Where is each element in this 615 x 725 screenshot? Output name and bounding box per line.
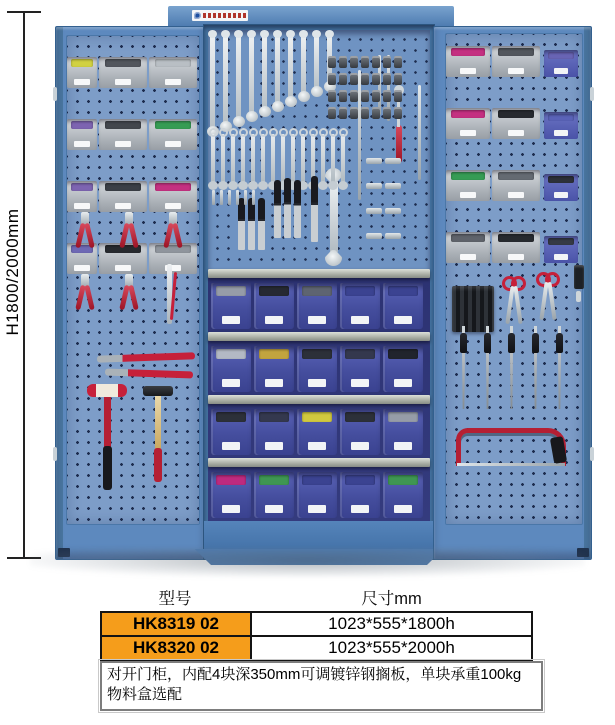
extension-rod-icon — [358, 70, 361, 200]
cabinet-interior — [203, 24, 435, 560]
right-door-pegboard — [445, 33, 583, 525]
hardware-clip-icon — [366, 183, 382, 189]
file-icon — [460, 326, 467, 412]
adjustable-wrench-icon — [105, 368, 193, 378]
open-end-wrench-icon — [301, 34, 306, 95]
open-end-wrench-icon — [314, 34, 319, 90]
socket-icon — [394, 107, 402, 119]
hardware-clip-icon — [366, 158, 382, 164]
socket-icon — [361, 90, 369, 102]
extension-rod-icon — [418, 85, 421, 180]
socket-icon — [339, 107, 347, 119]
bin-contents — [345, 286, 375, 296]
col-header-model: 型号 — [158, 590, 192, 608]
socket-icon — [350, 56, 358, 68]
model-cell: HK8320 02 — [101, 636, 251, 660]
parts-bin — [340, 283, 380, 329]
file-blade — [462, 353, 465, 409]
socket-icon — [394, 56, 402, 68]
pliers-icon — [119, 212, 139, 248]
combination-wrench-icon — [291, 134, 295, 184]
file-handle — [532, 333, 539, 353]
combination-wrench-icon — [341, 134, 345, 184]
parts-bin — [383, 409, 423, 455]
bin-contents — [259, 475, 289, 485]
file-handle — [460, 333, 467, 353]
hinge-icon — [53, 447, 57, 461]
screwdriver-icon — [311, 176, 318, 242]
bin-contents — [345, 349, 375, 359]
bin-contents — [216, 412, 246, 422]
bin-contents — [216, 349, 246, 359]
open-end-wrench-icon — [262, 34, 267, 110]
hinge-icon — [590, 87, 594, 101]
col-header-size: 尺寸mm — [361, 590, 422, 608]
bin-contents — [388, 286, 418, 296]
socket-icon — [328, 56, 336, 68]
table-header-row — [100, 589, 533, 610]
open-end-wrench-icon — [249, 34, 254, 115]
galvanized-shelf — [208, 269, 430, 278]
dimension-line — [23, 12, 25, 558]
screwdriver-icon — [284, 178, 291, 238]
water-pump-pliers-icon — [97, 352, 195, 362]
parts-bin — [297, 283, 337, 329]
file-handle — [556, 333, 563, 353]
file-handle — [484, 333, 491, 353]
parts-bin — [254, 346, 294, 392]
parts-bin — [211, 346, 251, 392]
socket-icon — [350, 90, 358, 102]
floor-shadow — [30, 549, 585, 577]
pliers-icon — [75, 212, 95, 248]
open-end-wrench-icon — [236, 34, 241, 120]
pliers-arm — [128, 223, 138, 248]
bit-icon — [212, 190, 215, 205]
combination-wrench-icon — [281, 134, 285, 184]
file-icon — [508, 326, 515, 412]
pliers-arm — [84, 285, 94, 310]
socket-icon — [361, 73, 369, 85]
screwdriver-icon — [238, 198, 245, 250]
socket-icon — [372, 73, 380, 85]
galvanized-shelf — [208, 395, 430, 404]
brand-logo — [192, 10, 248, 21]
dimension-label: H1800/2000mm — [3, 208, 22, 336]
bin-contents — [388, 349, 418, 359]
pliers-arm — [84, 223, 94, 248]
combination-wrench-icon — [211, 134, 215, 184]
hardware-clip-icon — [385, 158, 401, 164]
scissors-icon — [502, 276, 526, 328]
open-end-wrench-icon — [288, 34, 293, 100]
combination-wrench-icon — [241, 134, 245, 184]
brand-text — [203, 13, 246, 18]
hardware-clip-icon — [385, 208, 401, 214]
bit-icon — [228, 190, 231, 205]
bit-icon — [252, 190, 255, 205]
bin-contents — [302, 475, 332, 485]
shield-icon — [194, 12, 201, 19]
hinge-icon — [53, 87, 57, 101]
door-lock-icon — [574, 265, 584, 289]
socket-icon — [339, 90, 347, 102]
open-end-wrench-icon — [210, 34, 215, 130]
parts-bin — [254, 409, 294, 455]
bin-contents — [302, 412, 332, 422]
combination-wrench-icon — [301, 134, 305, 184]
locking-pliers-icon — [165, 264, 177, 326]
size-cell: 1023*555*2000h — [251, 636, 532, 660]
right-door — [433, 26, 592, 560]
hook — [534, 326, 537, 333]
hardware-clip-icon — [385, 233, 401, 239]
hardware-clip-icon — [366, 233, 382, 239]
note-line: 物料盒选配 — [107, 686, 183, 703]
bin-contents — [259, 286, 289, 296]
pliers-arm — [128, 285, 138, 310]
socket-icon — [361, 107, 369, 119]
bin-contents — [259, 412, 289, 422]
screwdriver-icon — [274, 180, 281, 238]
left-door-pegboard — [66, 35, 200, 525]
combination-wrench-icon — [271, 134, 275, 184]
combination-wrench-icon — [321, 134, 325, 184]
model-cell: HK8319 02 — [101, 612, 251, 636]
parts-bin — [211, 409, 251, 455]
file-handle — [508, 333, 515, 353]
parts-bin — [211, 472, 251, 518]
parts-bin — [211, 283, 251, 329]
center-pegboard-tools — [208, 30, 430, 269]
bin-contents — [216, 286, 246, 296]
hardware-clip-icon — [385, 183, 401, 189]
bit-icon — [220, 190, 223, 205]
size-cell: 1023*555*1800h — [251, 612, 532, 636]
screwdriver-icon — [258, 198, 265, 250]
hook — [462, 326, 465, 333]
socket-icon — [372, 56, 380, 68]
socket-icon — [383, 73, 391, 85]
bin-contents — [302, 286, 332, 296]
hardware-clip-icon — [366, 208, 382, 214]
bit-icon — [236, 190, 239, 205]
socket-icon — [394, 73, 402, 85]
pliers-icon — [119, 274, 139, 310]
left-door-tools — [67, 36, 199, 524]
spec-note — [100, 661, 543, 711]
pliers-icon — [75, 274, 95, 310]
file-blade — [534, 353, 537, 409]
hook — [510, 326, 513, 333]
socket-icon — [383, 56, 391, 68]
large-wrench-icon — [330, 180, 338, 254]
mallet-icon — [87, 384, 131, 494]
file-blade — [510, 353, 513, 409]
bin-contents — [302, 349, 332, 359]
hinge-icon — [590, 447, 594, 461]
open-end-wrench-icon — [275, 34, 280, 105]
galvanized-shelf — [208, 458, 430, 467]
pliers-icon — [163, 212, 183, 248]
parts-bin — [383, 472, 423, 518]
parts-bin — [254, 283, 294, 329]
file-blade — [486, 353, 489, 409]
right-door-tools — [446, 34, 582, 524]
bin-contents — [216, 475, 246, 485]
bin-contents — [388, 475, 418, 485]
socket-icon — [339, 56, 347, 68]
socket-icon — [350, 107, 358, 119]
socket-icon — [328, 107, 336, 119]
parts-bin — [254, 472, 294, 518]
file-icon — [532, 326, 539, 412]
combination-wrench-icon — [231, 134, 235, 184]
bin-contents — [259, 349, 289, 359]
file-icon — [556, 326, 563, 412]
scissors-icon — [536, 272, 560, 324]
claw-hammer-icon — [143, 386, 173, 486]
socket-icon — [328, 73, 336, 85]
parts-bin — [340, 346, 380, 392]
spec-table — [100, 611, 533, 661]
parts-bin — [383, 283, 423, 329]
bin-contents — [345, 475, 375, 485]
socket-icon — [383, 90, 391, 102]
center-pegboard — [208, 30, 430, 269]
combination-wrench-icon — [261, 134, 265, 184]
bin-contents — [388, 412, 418, 422]
shelf-area — [208, 269, 430, 521]
parts-bin — [297, 409, 337, 455]
socket-icon — [339, 73, 347, 85]
socket-icon — [328, 90, 336, 102]
table-row — [101, 636, 532, 660]
parts-bin — [383, 346, 423, 392]
bin-contents — [345, 412, 375, 422]
open-end-wrench-icon — [223, 34, 228, 125]
parts-bin — [297, 472, 337, 518]
left-door — [55, 26, 205, 560]
file-blade — [558, 353, 561, 409]
socket-icon — [350, 73, 358, 85]
parts-bin — [297, 346, 337, 392]
note-line: 对开门柜，内配4块深350mm可调镀锌钢搁板，单块承重100kg — [107, 666, 522, 683]
bit-icon — [244, 190, 247, 205]
socket-icon — [372, 90, 380, 102]
screwdriver-icon — [294, 180, 301, 238]
socket-icon — [372, 107, 380, 119]
socket-icon — [383, 107, 391, 119]
hook — [486, 326, 489, 333]
table-row — [101, 612, 532, 636]
screwdriver-icon — [248, 198, 255, 250]
file-icon — [484, 326, 491, 412]
socket-icon — [394, 90, 402, 102]
combination-wrench-icon — [331, 134, 335, 184]
parts-bin — [340, 409, 380, 455]
galvanized-shelf — [208, 332, 430, 341]
hacksaw-icon — [456, 428, 566, 466]
hook — [558, 326, 561, 333]
combination-wrench-icon — [221, 134, 225, 184]
parts-bin — [340, 472, 380, 518]
combination-wrench-icon — [251, 134, 255, 184]
socket-icon — [361, 56, 369, 68]
pliers-arm — [172, 223, 182, 248]
